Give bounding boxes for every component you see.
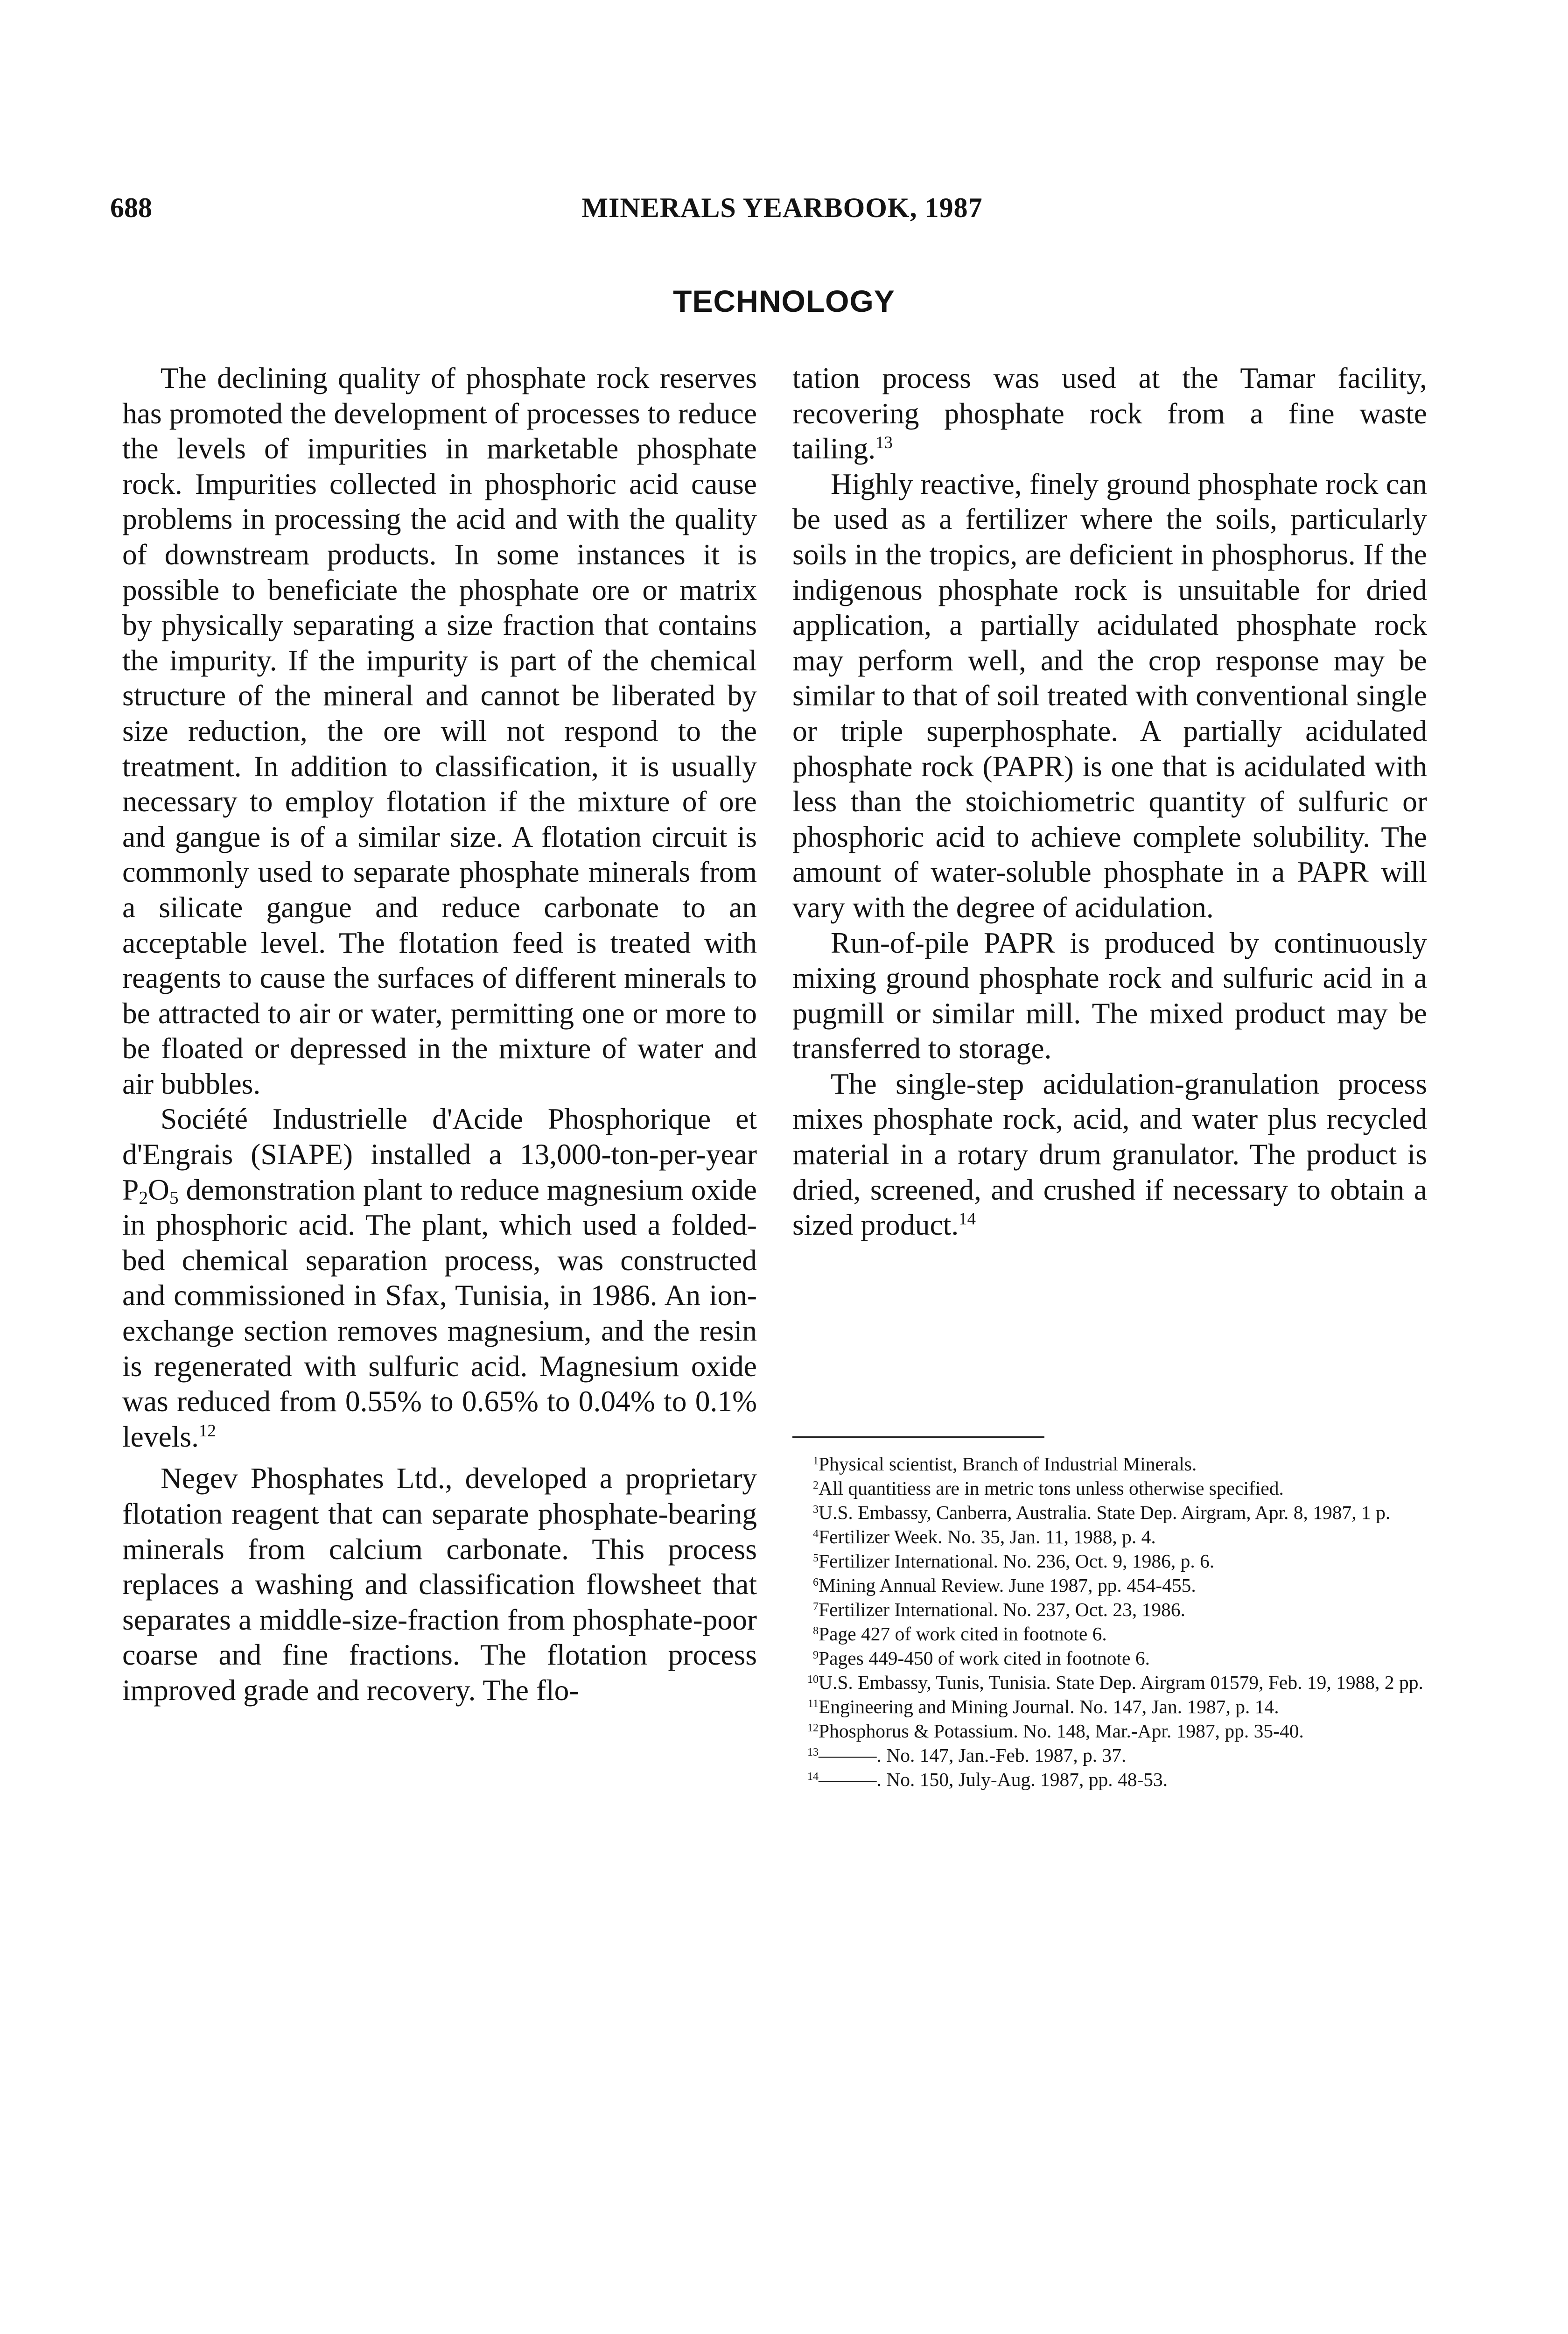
footnote-divider xyxy=(792,1436,1044,1438)
footnote-text: ———. No. 147, Jan.-Feb. 1987, p. 37. xyxy=(819,1744,1127,1766)
footnote-ref-12: 12 xyxy=(199,1420,216,1440)
footnote-text: Fertilizer International. No. 236, Oct. 9, 1986, p. 6. xyxy=(819,1550,1215,1572)
paragraph-siape xyxy=(122,1101,757,1454)
footnote-number: 9 xyxy=(812,1649,819,1661)
siape-text-start: Société Industrielle d'Acide Phosphorique et d'Engrais (SIAPE) installed a 13,000-ton-per-year P xyxy=(122,1102,757,1206)
footnote-number: 6 xyxy=(812,1576,819,1589)
footnote-text: ———. No. 150, July-Aug. 1987, pp. 48-53. xyxy=(819,1769,1168,1790)
footnote-number: 5 xyxy=(812,1552,819,1564)
formula-oxygen: O xyxy=(148,1173,169,1206)
footnote-text: U.S. Embassy, Tunis, Tunisia. State Dep. Airgram 01579, Feb. 19, 1988, 2 pp. xyxy=(819,1672,1423,1693)
formula-subscript-5: 5 xyxy=(169,1187,179,1208)
footnote xyxy=(792,1670,1427,1694)
journal-title: MINERALS YEARBOOK, 1987 xyxy=(581,192,983,223)
footnote xyxy=(792,1500,1427,1525)
footnote-text: U.S. Embassy, Canberra, Australia. State Dep. Airgram, Apr. 8, 1987, 1 p. xyxy=(819,1502,1391,1523)
footnote-number: 2 xyxy=(812,1479,819,1491)
paragraph-tamar-continuation xyxy=(792,360,1427,466)
siape-text-end: demonstration plant to reduce magnesium oxide in phosphoric acid. The plant, which used a folded-bed chemical separation process, was constructed and commissioned in Sfax, Tunisia, in 1986. An ion-exchange section removes magnesium, and the resin is regenerated with sulfuric acid. Magnesium oxide was reduced from 0.55% to 0.65% to 0.04% to 0.1% levels. xyxy=(122,1173,757,1453)
paragraph-phosphate-quality: The declining quality of phosphate rock reserves has promoted the development of processes to reduce the levels of impurities in marketable phosphate rock. Impurities collected in phosphoric acid cause problems in processing the acid and with the quality of downstream products. In some instances it is possible to beneficiate the phosphate ore or matrix by physically separating a size fraction that contains the impurity. If the impurity is part of the chemical structure of the mineral and cannot be liberated by size reduction, the ore will not respond to the treatment. In addition to classification, it is usually necessary to employ flotation if the mixture of ore and gangue is of a similar size. A flotation circuit is commonly used to separate phosphate minerals from a silicate gangue and reduce carbonate to an acceptable level. The flotation feed is treated with reagents to cause the surfaces of different minerals to be attracted to air or water, permitting one or more to be floated or depressed in the mixture of water and air bubbles. xyxy=(122,361,757,1100)
paragraph-papr: Highly reactive, finely ground phosphate rock can be used as a fertilizer where the soils, particularly soils in the tropics, are deficient in phosphorus. If the indigenous phosphate rock is unsuitable for dried application, a partially acidulated phosphate rock may perform well, and the crop response may be similar to that of soil treated with conventional single or triple superphosphate. A partially acidulated phosphate rock (PAPR) is one that is acidulated with less than the stoichiometric quantity of sulfuric or phosphoric acid to achieve complete solubility. The amount of water-soluble phosphate in a PAPR will vary with the degree of acidulation. xyxy=(792,467,1427,924)
footnote-number: 11 xyxy=(807,1697,819,1710)
paragraph-run-of-pile: Run-of-pile PAPR is produced by continuously mixing ground phosphate rock and sulfuric acid in a pugmill or similar mill. The mixed product may be transferred to storage. xyxy=(792,926,1427,1065)
paragraph-negev: Negev Phosphates Ltd., developed a proprietary flotation reagent that can separate phosphate-bearing minerals from calcium carbonate. This process replaces a washing and classification flowsheet that separates a middle-size-fraction from phosphate-poor coarse and fine fractions. The flotation process improved grade and recovery. The flo- xyxy=(122,1462,757,1707)
footnote xyxy=(792,1767,1427,1792)
footnote-text: Engineering and Mining Journal. No. 147, Jan. 1987, p. 14. xyxy=(819,1696,1279,1717)
granulation-text: The single-step acidulation-granulation process mixes phosphate rock, acid, and water plus recycled material in a rotary drum granulator. The product is dried, screened, and crushed if necessary to obtain a sized product. xyxy=(792,1067,1427,1242)
footnote xyxy=(792,1525,1427,1549)
footnote-text: Pages 449-450 of work cited in footnote 6. xyxy=(819,1647,1150,1669)
page-number: 688 xyxy=(110,192,152,223)
footnote-text: Mining Annual Review. June 1987, pp. 454-455. xyxy=(819,1575,1196,1596)
footnote-text: Fertilizer International. No. 237, Oct. 23, 1986. xyxy=(819,1599,1186,1620)
footnotes xyxy=(792,1452,1427,1792)
footnote-text: All quantitiess are in metric tons unless otherwise specified. xyxy=(819,1477,1284,1499)
footnote-text: Fertilizer Week. No. 35, Jan. 11, 1988, p. 4. xyxy=(819,1526,1156,1547)
footnote-text: Phosphorus & Potassium. No. 148, Mar.-Apr. 1987, pp. 35-40. xyxy=(819,1720,1304,1742)
paragraph-granulation xyxy=(792,1066,1427,1243)
footnote-number: 13 xyxy=(807,1746,819,1758)
footnote xyxy=(792,1452,1427,1476)
footnote-number: 4 xyxy=(812,1527,819,1540)
footnote xyxy=(792,1549,1427,1573)
footnote xyxy=(792,1573,1427,1597)
running-header xyxy=(110,189,1454,226)
tamar-text: tation process was used at the Tamar facility, recovering phosphate rock from a fine waste tailing. xyxy=(792,361,1427,465)
footnote xyxy=(792,1743,1427,1767)
footnote xyxy=(792,1597,1427,1622)
footnote xyxy=(792,1476,1427,1500)
footnote-number: 7 xyxy=(812,1600,819,1613)
footnote-text: Page 427 of work cited in footnote 6. xyxy=(819,1623,1107,1645)
right-column xyxy=(792,360,1427,1243)
footnote xyxy=(792,1646,1427,1670)
formula-subscript-2: 2 xyxy=(139,1187,148,1208)
footnote xyxy=(792,1622,1427,1646)
footnote xyxy=(792,1694,1427,1719)
footnote-number: 10 xyxy=(807,1673,819,1686)
footnote-ref-14: 14 xyxy=(959,1209,976,1229)
footnote-number: 3 xyxy=(812,1503,819,1516)
footnote-ref-13: 13 xyxy=(875,433,893,452)
footnote-number: 1 xyxy=(812,1455,819,1467)
left-column xyxy=(122,360,757,1708)
footnote-number: 14 xyxy=(807,1770,819,1783)
section-title: TECHNOLOGY xyxy=(673,284,895,318)
footnote-text: Physical scientist, Branch of Industrial Minerals. xyxy=(819,1453,1197,1475)
footnote xyxy=(792,1719,1427,1743)
footnote-number: 8 xyxy=(812,1624,819,1637)
footnote-number: 12 xyxy=(807,1722,819,1734)
